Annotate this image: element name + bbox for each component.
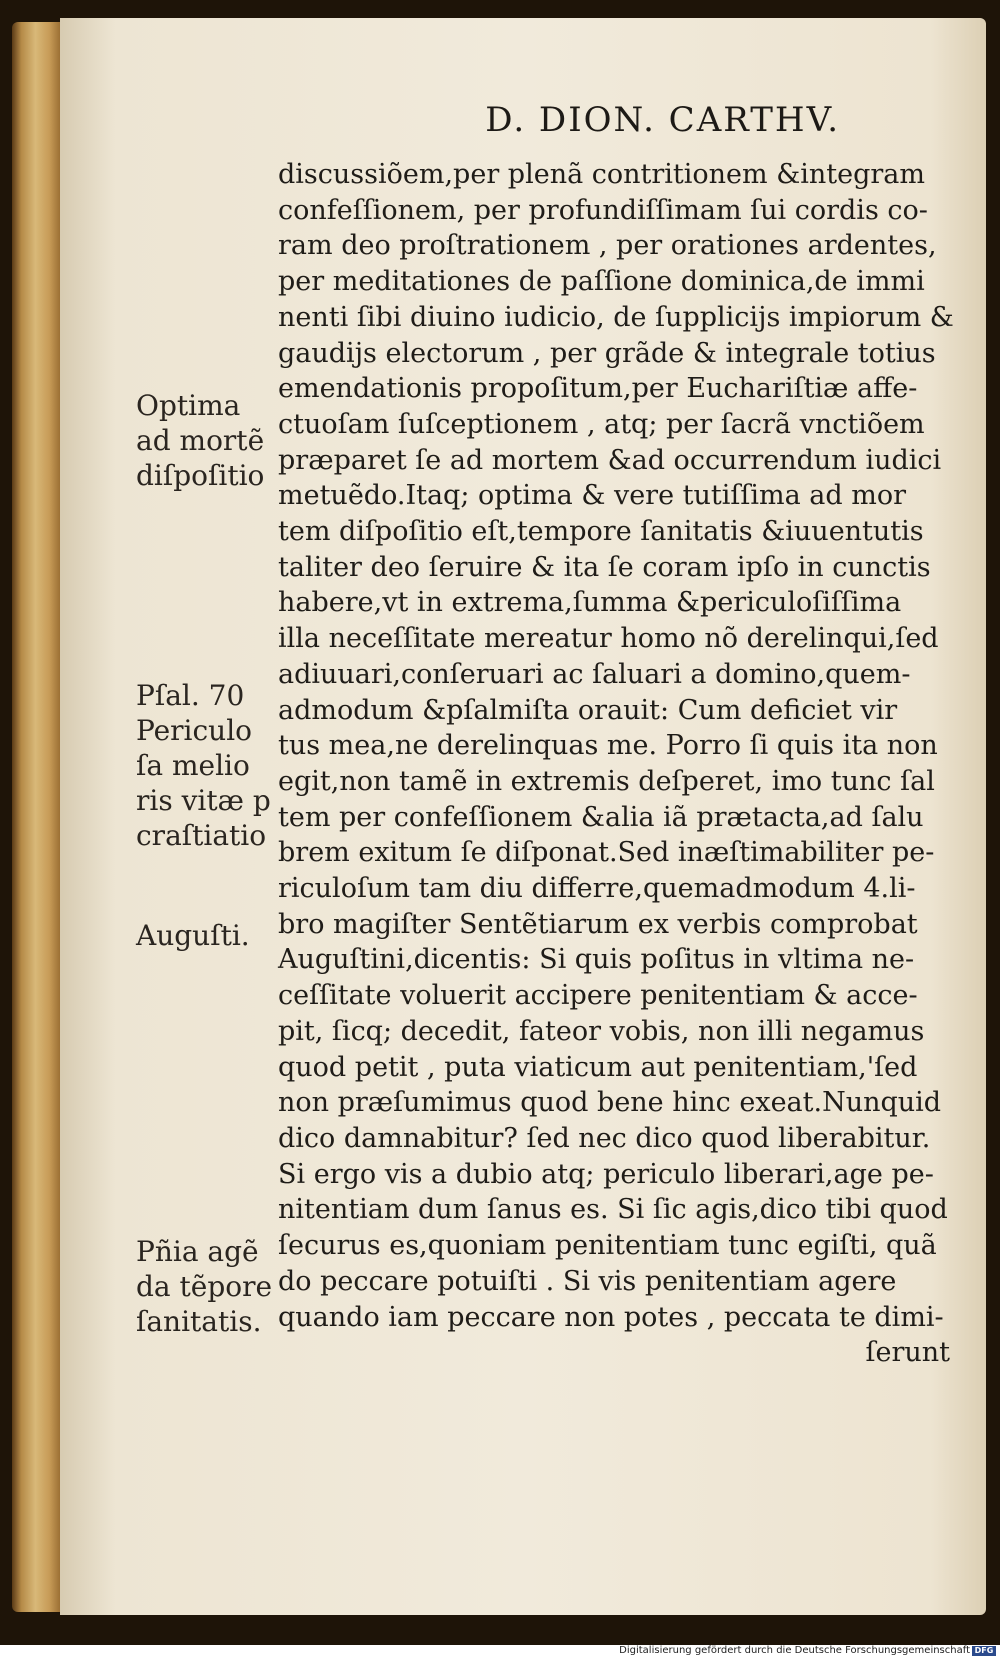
text-line: gaudijs electorum , per grãde & integrale totius <box>278 337 936 369</box>
marginal-line: craſtiatio <box>136 819 267 852</box>
text-line: tem per confeſſionem &alia iã prætacta,ad ſalu <box>278 801 924 833</box>
text-line: metuẽdo.Itaq; optima & vere tutiſſima ad mor <box>278 480 907 512</box>
text-line: egit,non tamẽ in extremis deſperet, imo tunc ſal <box>278 765 935 797</box>
marginal-line: Pſal. 70 <box>136 679 245 712</box>
marginal-line: Optima <box>136 389 241 422</box>
text-line: ram deo proſtrationem , per orationes ardentes, <box>278 230 937 262</box>
text-line: Si ergo vis a dubio atq; periculo liberari,age pe- <box>278 1158 934 1190</box>
text-line: non præſumimus quod bene hinc exeat.Nunquid <box>278 1087 942 1119</box>
footer-bar <box>0 1645 1000 1657</box>
text-line: ctuoſam ſuſceptionem , atq; per ſacrã vnctiõem <box>278 408 925 440</box>
marginal-line: ris vitæ p <box>136 784 271 817</box>
text-line: emendationis propoſitum,per Euchariſtiæ affe- <box>278 373 918 405</box>
text-line: tem diſpoſitio eſt,tempore ſanitatis &iuuentutis <box>278 516 924 548</box>
text-line: habere,vt in extrema,ſumma &periculoſiſſima <box>278 587 902 619</box>
marginal-line: da tẽpore <box>136 1270 273 1303</box>
marginal-line: ad mortẽ <box>136 424 265 457</box>
dfg-logo-icon: DFG <box>972 1646 996 1656</box>
funding-notice: Digitalisierung gefördert durch die Deutsche Forschungsgemeinschaft <box>619 1645 970 1656</box>
text-line: bro magiſter Sentẽtiarum ex verbis comprobat <box>278 908 918 940</box>
marginal-line: diſpoſitio <box>136 459 265 492</box>
marginal-line: ſanitatis. <box>136 1305 262 1338</box>
marginal-note-augustini <box>136 918 281 953</box>
text-line: admodum &pſalmiſta orauit: Cum deficiet vir <box>278 694 898 726</box>
text-line: brem exitum ſe diſponat.Sed inæſtimabiliter pe- <box>278 837 935 869</box>
marginal-line: ſa melio <box>136 749 250 782</box>
text-line: quando iam peccare non potes , peccata te dimi- <box>278 1301 944 1333</box>
marginal-note-penitentia <box>136 1234 281 1339</box>
text-line: ſecurus es,quoniam penitentiam tunc egiſti, quã <box>278 1230 937 1262</box>
text-line: per meditationes de paſſione dominica,de immi <box>278 266 925 298</box>
text-line: Auguſtini,dicentis: Si quis poſitus in vltima ne- <box>278 944 915 976</box>
catchword: ſerunt <box>865 1337 950 1369</box>
main-text-block <box>278 157 958 1371</box>
marginal-line: Auguſti. <box>136 919 250 952</box>
text-line: illa neceſſitate mereatur homo nõ derelinqui,ſed <box>278 623 939 655</box>
marginal-line: Periculo <box>136 714 253 747</box>
text-line: discussiõem,per plenã contritionem &integram <box>278 159 925 190</box>
text-line: quod petit , puta viaticum aut penitentiam,'ſed <box>278 1051 918 1083</box>
text-line: confeſſionem, per profundiſſimam ſui cordis co- <box>278 194 928 226</box>
text-line: adiuuari,conſeruari ac ſaluari a domino,quem- <box>278 658 911 690</box>
text-line: taliter deo ſeruire & ita ſe coram ipſo in cunctis <box>278 551 931 583</box>
text-line: do peccare potuiſti . Si vis penitentiam agere <box>278 1265 897 1297</box>
text-line: nenti ſibi diuino iudicio, de ſupplicijs impiorum & <box>278 301 954 333</box>
marginal-line: Pñia agẽ <box>136 1235 259 1268</box>
text-line: tus mea,ne derelinquas me. Porro ſi quis ita non <box>278 730 938 762</box>
marginal-note-optima <box>136 388 281 493</box>
text-line: ceſſitate voluerit accipere penitentiam & acce- <box>278 980 918 1012</box>
text-line: præparet ſe ad mortem &ad occurrendum iudici <box>278 444 942 476</box>
marginal-note-psalm <box>136 678 281 853</box>
book-page-edges <box>12 22 64 1612</box>
text-line: pit, ſicq; decedit, fateor vobis, non illi negamus <box>278 1015 925 1047</box>
text-line: nitentiam dum ſanus es. Si ſic agis,dico tibi quod <box>278 1194 948 1226</box>
running-header: D. DION. CARTHV. <box>485 100 840 140</box>
text-line: dico damnabitur? ſed nec dico quod liberabitur. <box>278 1122 931 1154</box>
text-line: riculoſum tam diu differre,quemadmodum 4.li- <box>278 873 916 905</box>
